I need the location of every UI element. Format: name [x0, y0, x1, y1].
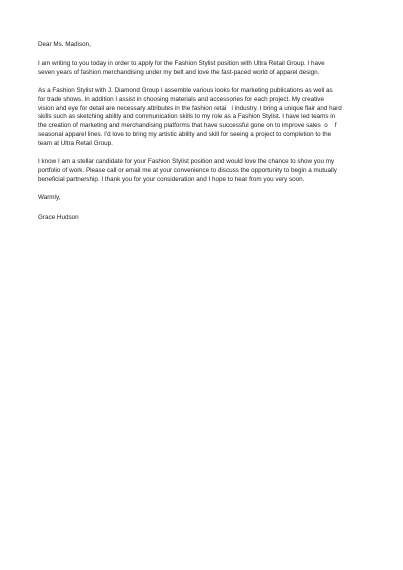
paragraph-line: for trade shows. In addition I assist in choosing materials and accessories for each project. My creative — [38, 95, 324, 103]
greeting — [38, 41, 364, 50]
paragraph-line: portfolio of work. Please call or email me at your convenience to discuss the opportunity to begin a mutually — [38, 166, 337, 174]
signature — [38, 214, 364, 223]
signature-name: Grace Hudson — [38, 213, 79, 221]
paragraph-line: team at Ultra Retail Group. — [38, 140, 113, 148]
paragraph-closing — [38, 158, 364, 185]
paragraph-line: the creation of marketing and merchandising platforms that have successful gone on to improve sales o f — [38, 122, 337, 130]
paragraph-line: seven years of fashion merchandising under my belt and love the fast-paced world of apparel design. — [38, 68, 320, 76]
cover-letter — [38, 41, 364, 223]
paragraph-intro — [38, 60, 364, 78]
greeting-text: Dear Ms. Madison, — [38, 41, 91, 48]
paragraph-line: I am writing to you today in order to apply for the Fashion Stylist position with Ultra Retail Group. I have — [38, 59, 325, 67]
paragraph-line: I know I am a stellar candidate for your Fashion Stylist position and would love the chance to show you my — [38, 158, 335, 166]
paragraph-line: vision and eye for detail are necessary attributes in the fashion retai l industry. I bring a unique flair and hard — [38, 104, 342, 112]
paragraph-experience — [38, 87, 364, 149]
paragraph-line: seasonal apparel lines. I'd love to bring my artistic ability and skill for seeing a project to completion to the — [38, 131, 332, 139]
closing-text: Warmly, — [38, 193, 61, 201]
closing — [38, 194, 364, 203]
paragraph-line: beneficial partnership. I thank you for your consideration and I hope to hear from you very soon. — [38, 175, 305, 183]
paragraph-line: skills such as sketching ability and communication skills to my role as a Fashion Stylist. I have led teams in — [38, 113, 336, 121]
paragraph-line: As a Fashion Stylist with J. Diamond Group I assemble various looks for marketing publications as well as — [38, 86, 333, 94]
